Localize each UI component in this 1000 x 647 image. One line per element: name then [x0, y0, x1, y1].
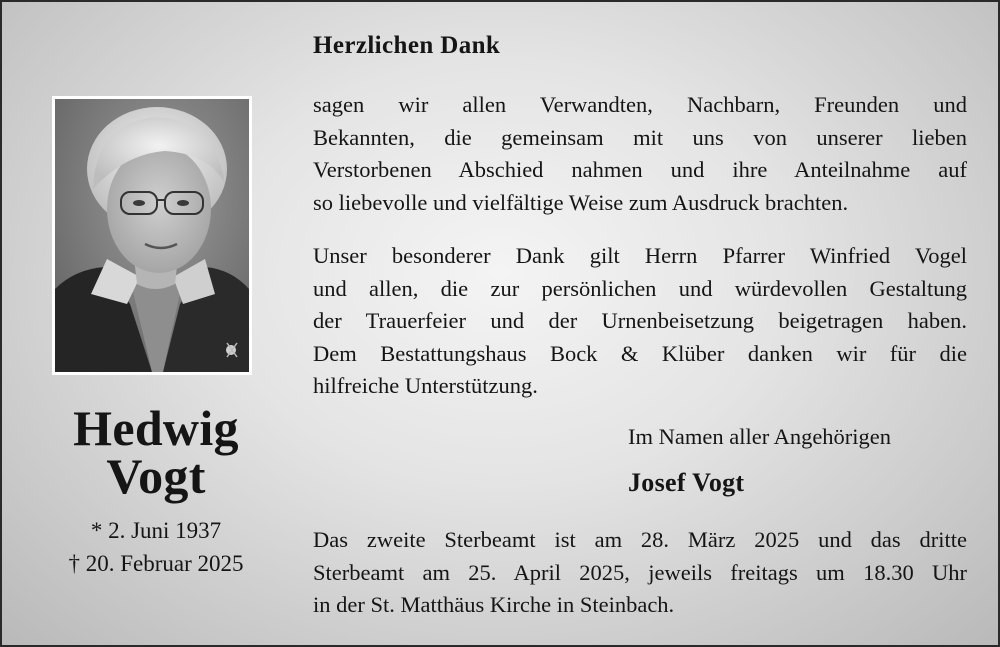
- birth-date: * 2. Juni 1937: [90, 518, 222, 543]
- paragraph-thanks: [313, 89, 967, 219]
- life-dates: [40, 514, 272, 580]
- text-line: Verstorbenen Abschied nahmen und ihre Anteilnahme auf: [313, 157, 967, 182]
- text-line: so liebevolle und vielfältige Weise zum Ausdruck brachten.: [313, 189, 849, 215]
- last-name: Vogt: [106, 448, 206, 504]
- text-line: Unser besonderer Dank gilt Herrn Pfarrer Winfried Vogel: [313, 243, 967, 268]
- heading-thanks: Herzlichen Dank: [313, 32, 501, 59]
- text-line: hilfreiche Unterstützung.: [313, 373, 538, 398]
- paragraph-memorial-masses: [313, 524, 967, 622]
- signature-label: Im Namen aller Angehörigen: [628, 424, 892, 449]
- first-name: Hedwig: [73, 400, 239, 456]
- text-line: der Trauerfeier und der Urnenbeisetzung beigetragen haben.: [313, 308, 967, 333]
- deceased-info: [40, 400, 272, 580]
- text-line: sagen wir allen Verwandten, Nachbarn, Freunden und: [313, 92, 967, 117]
- text-line: Bekannten, die gemeinsam mit uns von unserer lieben: [313, 124, 967, 150]
- text-line: Das zweite Sterbeamt ist am 28. März 2025 und das dritte: [313, 527, 967, 552]
- text-line: und allen, die zur persönlichen und würdevollen Gestaltung: [313, 275, 967, 301]
- text-line: Sterbeamt am 25. April 2025, jeweils freitags um 18.30 Uhr: [313, 559, 967, 585]
- paragraph-special-thanks: [313, 240, 967, 403]
- text-line: Dem Bestattungshaus Bock & Klüber danken wir für die: [313, 340, 967, 366]
- signature-name: Josef Vogt: [628, 468, 745, 497]
- portrait-photo: [52, 96, 252, 375]
- death-date: † 20. Februar 2025: [68, 551, 244, 576]
- text-line: in der St. Matthäus Kirche in Steinbach.: [313, 592, 675, 617]
